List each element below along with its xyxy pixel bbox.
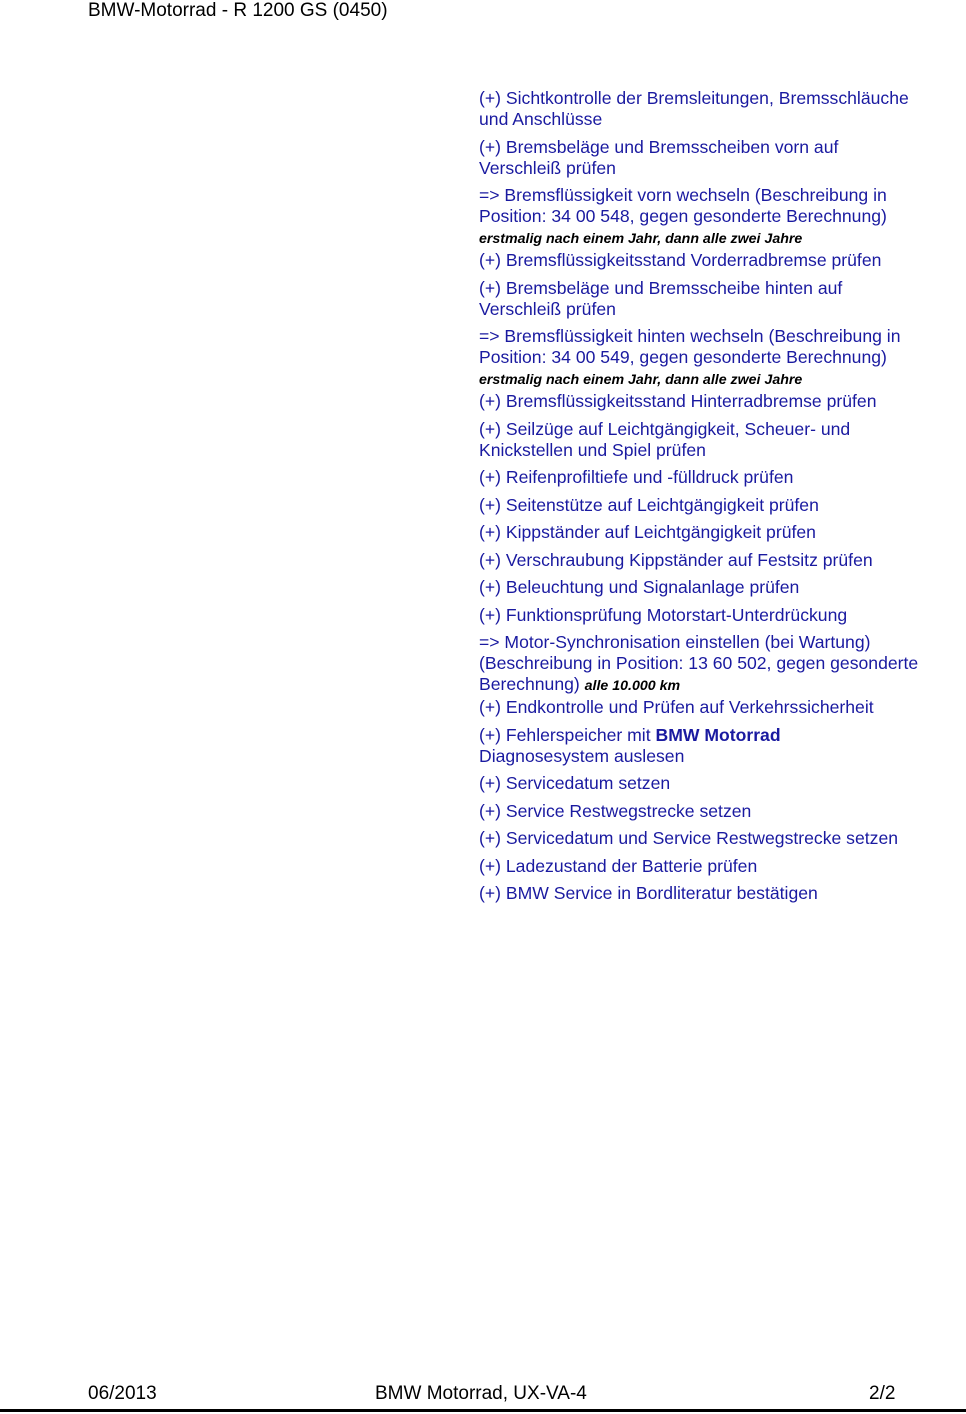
service-item [479,828,919,849]
service-item-text-continued: Diagnosesystem auslesen [479,745,685,766]
footer-date: 06/2013 [88,1383,157,1404]
service-item-text: (+) Endkontrolle und Prüfen auf Verkehrssicherheit [479,697,874,717]
service-item-text: (+) Bremsflüssigkeitsstand Vorderradbremse prüfen [479,250,882,270]
service-item-text: (+) Seilzüge auf Leichtgängigkeit, Scheuer- und Knickstellen und Spiel prüfen [479,418,851,460]
service-item-text: => Bremsflüssigkeit hinten wechseln (Beschreibung in Position: 34 00 549, gegen gesonderte Berechnung) [479,326,901,367]
service-item [479,856,919,877]
service-items-list [479,88,919,911]
service-item [479,278,919,320]
footer-document-id: BMW Motorrad, UX-VA-4 [375,1383,587,1404]
service-item-text: (+) Verschraubung Kippständer auf Festsitz prüfen [479,549,873,570]
service-item [479,185,919,249]
footer-page-number: 2/2 [869,1383,896,1404]
service-item [479,391,919,412]
service-item-text: (+) Seitenstütze auf Leichtgängigkeit prüfen [479,494,819,515]
service-item-text: (+) Fehlerspeicher mit [479,724,651,745]
service-item-text: (+) Service Restwegstrecke setzen [479,800,752,821]
service-item-text: (+) Beleuchtung und Signalanlage prüfen [479,577,800,597]
service-item-note: alle 10.000 km [584,678,681,694]
service-item [479,522,919,543]
bottom-divider [0,1409,966,1412]
service-item-text: (+) BMW Service in Bordliteratur bestätigen [479,883,818,903]
service-item-text: (+) Bremsflüssigkeitsstand Hinterradbremse prüfen [479,391,877,411]
service-item [479,467,919,488]
service-item [479,632,919,696]
service-item [479,697,919,718]
service-item-brand-text: BMW Motorrad [655,724,781,745]
service-item-note: erstmalig nach einem Jahr, dann alle zwei Jahre [479,372,803,388]
service-item-text: => Bremsflüssigkeit vorn wechseln (Beschreibung in Position: 34 00 548, gegen gesonderte Berechnung) [479,185,887,226]
service-item-note: erstmalig nach einem Jahr, dann alle zwei Jahre [479,231,803,247]
service-item [479,725,919,767]
service-item-text: (+) Ladezustand der Batterie prüfen [479,855,758,876]
service-item [479,550,919,571]
service-item [479,250,919,271]
service-item-text: (+) Kippständer auf Leichtgängigkeit prüfen [479,522,816,542]
service-item-text: => Motor-Synchronisation einstellen (bei Wartung) (Beschreibung in Position: 13 60 502, gegen gesonderte Berechnung) [479,632,919,694]
service-item [479,137,919,179]
document-header-title: BMW-Motorrad - R 1200 GS (0450) [88,0,388,21]
service-item [479,88,919,130]
service-item-text: (+) Bremsbeläge und Bremsscheibe hinten auf Verschleiß prüfen [479,277,843,319]
service-item-text: (+) Funktionsprüfung Motorstart-Unterdrückung [479,604,848,625]
service-item [479,419,919,461]
service-item-text: (+) Reifenprofiltiefe und -fülldruck prüfen [479,467,794,487]
service-item [479,883,919,904]
service-item [479,495,919,516]
service-item-text: (+) Servicedatum und Service Restwegstrecke setzen [479,828,899,848]
service-item [479,773,919,794]
service-item [479,577,919,598]
service-item-text: (+) Sichtkontrolle der Bremsleitungen, Bremsschläuche und Anschlüsse [479,88,909,129]
service-item-text: (+) Servicedatum setzen [479,773,671,793]
service-item [479,605,919,626]
service-item-text: (+) Bremsbeläge und Bremsscheiben vorn auf Verschleiß prüfen [479,136,839,178]
service-item [479,326,919,390]
service-item [479,801,919,822]
